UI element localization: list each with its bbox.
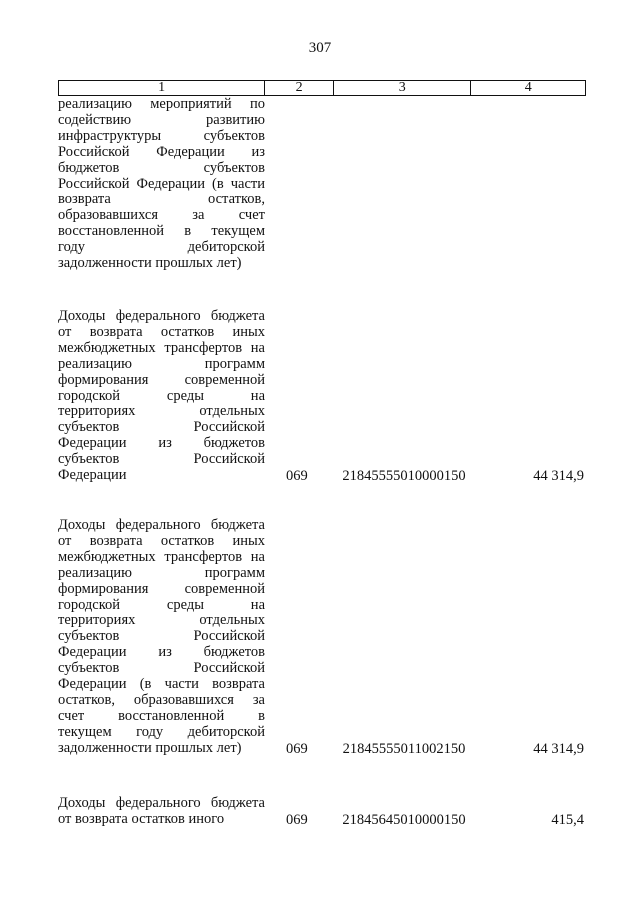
description-line: от возврата остатков иных bbox=[58, 323, 265, 340]
row-description bbox=[58, 309, 265, 484]
header-col-4: 4 bbox=[524, 80, 532, 95]
description-line: межбюджетных трансфертов на bbox=[58, 548, 265, 565]
description-line: от возврата остатков иного bbox=[58, 810, 225, 827]
header-col-1: 1 bbox=[59, 81, 265, 95]
description-line: остатков, образовавшихся за bbox=[58, 691, 265, 708]
description-line: субъектов Российской bbox=[58, 660, 265, 677]
row-description bbox=[58, 97, 265, 272]
admin-code: 069 bbox=[286, 740, 308, 757]
description-line: восстановленной в текущем bbox=[58, 223, 265, 240]
description-line: формирования современной bbox=[58, 371, 265, 388]
description-line: задолженности прошлых лет) bbox=[58, 255, 242, 272]
description-line: образовавшихся за счет bbox=[58, 207, 265, 224]
description-line: городской среды на bbox=[58, 596, 265, 613]
description-line: Российской Федерации (в части bbox=[58, 175, 265, 192]
description-line: счет восстановленной в bbox=[58, 707, 265, 724]
description-line: Федерации (в части возврата bbox=[58, 676, 265, 693]
description-line: субъектов Российской bbox=[58, 628, 265, 645]
description-line: Доходы федерального бюджета bbox=[58, 308, 265, 324]
description-line: межбюджетных трансфертов на bbox=[58, 339, 265, 356]
description-line: бюджетов субъектов bbox=[58, 159, 265, 176]
row-description bbox=[58, 796, 265, 828]
description-line: содействию развитию bbox=[58, 111, 265, 128]
amount-value: 44 314,9 bbox=[533, 468, 584, 484]
amount-value: 415,4 bbox=[551, 811, 584, 828]
description-line: Доходы федерального бюджета bbox=[58, 795, 265, 811]
description-line: Доходы федерального бюджета bbox=[58, 517, 265, 533]
budget-classification-code: 21845555010000150 bbox=[342, 468, 466, 484]
amount-value: 44 314,9 bbox=[533, 740, 584, 757]
description-line: Федерации из бюджетов bbox=[58, 644, 265, 661]
budget-classification-code: 21845645010000150 bbox=[342, 811, 466, 828]
description-line: реализацию мероприятий по bbox=[58, 96, 265, 112]
description-line: Российской Федерации из bbox=[58, 143, 265, 160]
description-line: Федерации из бюджетов bbox=[58, 435, 265, 452]
table-header bbox=[58, 80, 586, 96]
description-line: Федерации bbox=[58, 467, 127, 484]
description-line: территориях отдельных bbox=[58, 403, 265, 420]
description-line: реализацию программ bbox=[58, 355, 265, 372]
description-line: субъектов Российской bbox=[58, 451, 265, 468]
description-line: возврата остатков, bbox=[58, 191, 265, 208]
description-line: формирования современной bbox=[58, 580, 265, 597]
description-line: инфраструктуры субъектов bbox=[58, 127, 265, 144]
header-col-2: 2 bbox=[265, 81, 334, 95]
header-col-3: 3 bbox=[334, 81, 471, 95]
admin-code: 069 bbox=[286, 468, 308, 484]
description-line: реализацию программ bbox=[58, 564, 265, 581]
description-line: городской среды на bbox=[58, 387, 265, 404]
description-line: субъектов Российской bbox=[58, 419, 265, 436]
admin-code: 069 bbox=[286, 811, 308, 828]
description-line: году дебиторской bbox=[58, 239, 265, 256]
description-line: задолженности прошлых лет) bbox=[58, 739, 242, 756]
row-description bbox=[58, 518, 265, 757]
description-line: от возврата остатков иных bbox=[58, 532, 265, 549]
page-number: 307 bbox=[308, 40, 332, 56]
description-line: территориях отдельных bbox=[58, 612, 265, 629]
budget-classification-code: 21845555011002150 bbox=[342, 740, 466, 757]
description-line: текущем году дебиторской bbox=[58, 723, 265, 740]
